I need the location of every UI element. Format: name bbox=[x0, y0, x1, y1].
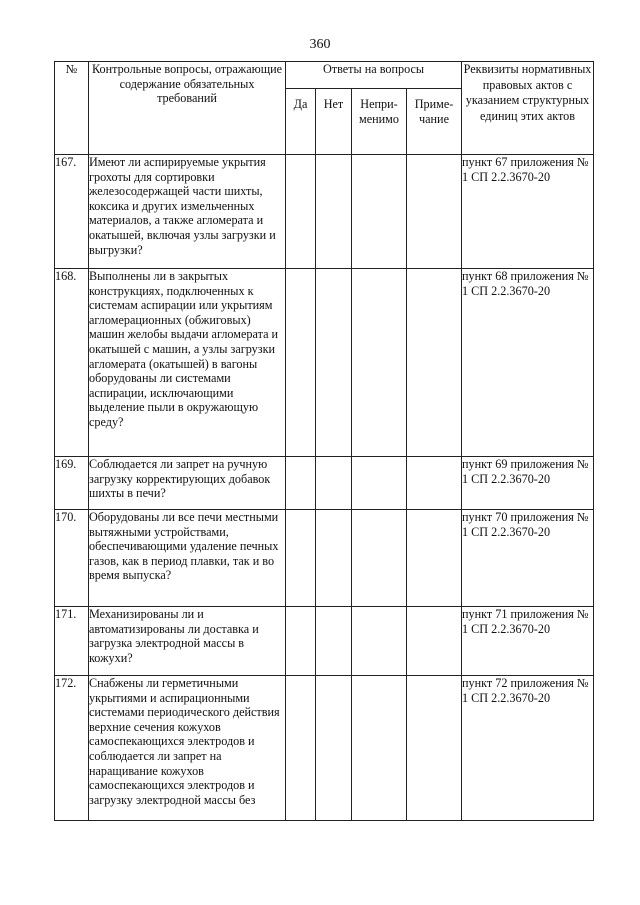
row-number: 167. bbox=[55, 155, 89, 269]
row-requisites: пункт 68 приложения № 1 СП 2.2.3670-20 bbox=[462, 269, 594, 457]
table-row bbox=[55, 607, 594, 676]
header-yes: Да bbox=[286, 89, 316, 155]
row-requisites: пункт 69 приложения № 1 СП 2.2.3670-20 bbox=[462, 457, 594, 510]
row-question: Соблюдается ли запрет на ручную загрузку корректирующих добавок шихты в печи? bbox=[89, 457, 286, 510]
table-row bbox=[55, 155, 594, 269]
answer-note-cell[interactable] bbox=[407, 155, 462, 269]
answer-note-cell[interactable] bbox=[407, 607, 462, 676]
answer-yes-cell[interactable] bbox=[286, 269, 316, 457]
header-not-applicable: Непри-менимо bbox=[352, 89, 407, 155]
row-question: Механизированы ли и автоматизированы ли доставка и загрузка электродной массы в кожухи? bbox=[89, 607, 286, 676]
header-note: Приме-чание bbox=[407, 89, 462, 155]
checklist-table bbox=[54, 61, 594, 821]
row-requisites: пункт 72 приложения № 1 СП 2.2.3670-20 bbox=[462, 676, 594, 821]
answer-no-cell[interactable] bbox=[316, 155, 352, 269]
answer-yes-cell[interactable] bbox=[286, 510, 316, 607]
answer-note-cell[interactable] bbox=[407, 676, 462, 821]
table-row bbox=[55, 510, 594, 607]
answer-not-applicable-cell[interactable] bbox=[352, 510, 407, 607]
row-requisites: пункт 71 приложения № 1 СП 2.2.3670-20 bbox=[462, 607, 594, 676]
row-number: 171. bbox=[55, 607, 89, 676]
answer-yes-cell[interactable] bbox=[286, 155, 316, 269]
table-row bbox=[55, 457, 594, 510]
row-requisites: пункт 70 приложения № 1 СП 2.2.3670-20 bbox=[462, 510, 594, 607]
answer-note-cell[interactable] bbox=[407, 510, 462, 607]
row-question: Выполнены ли в закрытых конструкциях, подключенных к системам аспирации или укрытиям агломерационных (обжиговых) машин желобы выдачи агломерата и окатышей с машин, а узлы загрузки агломерата (окатышей) в вагоны оборудованы ли системами аспирации, исключающими выделение пыли в окружающую среду? bbox=[89, 269, 286, 457]
answer-yes-cell[interactable] bbox=[286, 457, 316, 510]
answer-no-cell[interactable] bbox=[316, 457, 352, 510]
row-number: 172. bbox=[55, 676, 89, 821]
header-answers-group: Ответы на вопросы bbox=[286, 62, 462, 89]
answer-note-cell[interactable] bbox=[407, 269, 462, 457]
header-no: Нет bbox=[316, 89, 352, 155]
answer-note-cell[interactable] bbox=[407, 457, 462, 510]
answer-not-applicable-cell[interactable] bbox=[352, 457, 407, 510]
answer-no-cell[interactable] bbox=[316, 510, 352, 607]
table-row bbox=[55, 676, 594, 821]
header-num: № bbox=[55, 62, 89, 155]
answer-not-applicable-cell[interactable] bbox=[352, 269, 407, 457]
row-number: 169. bbox=[55, 457, 89, 510]
row-requisites: пункт 67 приложения № 1 СП 2.2.3670-20 bbox=[462, 155, 594, 269]
row-question: Оборудованы ли все печи местными вытяжными устройствами, обеспечивающими удаление печных газов, как в период плавки, так и во время выпуска? bbox=[89, 510, 286, 607]
page-number: 360 bbox=[309, 37, 331, 52]
answer-not-applicable-cell[interactable] bbox=[352, 155, 407, 269]
answer-no-cell[interactable] bbox=[316, 607, 352, 676]
header-requisites: Реквизиты нормативных правовых актов с указанием структурных единиц этих актов bbox=[462, 62, 594, 155]
row-question: Снабжены ли герметичными укрытиями и аспирационными системами периодического действия верхние сечения кожухов самоспекающихся электродов и соблюдается ли запрет на наращивание кожухов самоспекающихся электродов и загрузку электродной массы без bbox=[89, 676, 286, 821]
answer-no-cell[interactable] bbox=[316, 676, 352, 821]
answer-no-cell[interactable] bbox=[316, 269, 352, 457]
header-question: Контрольные вопросы, отражающие содержание обязательных требований bbox=[89, 62, 286, 155]
answer-yes-cell[interactable] bbox=[286, 607, 316, 676]
answer-yes-cell[interactable] bbox=[286, 676, 316, 821]
row-number: 168. bbox=[55, 269, 89, 457]
answer-not-applicable-cell[interactable] bbox=[352, 607, 407, 676]
table-row bbox=[55, 269, 594, 457]
row-number: 170. bbox=[55, 510, 89, 607]
row-question: Имеют ли аспирируемые укрытия грохоты для сортировки железосодержащей части шихты, коксика и других измельченных материалов, а также агломерата и окатышей, включая узлы загрузки и выгрузки? bbox=[89, 155, 286, 269]
answer-not-applicable-cell[interactable] bbox=[352, 676, 407, 821]
